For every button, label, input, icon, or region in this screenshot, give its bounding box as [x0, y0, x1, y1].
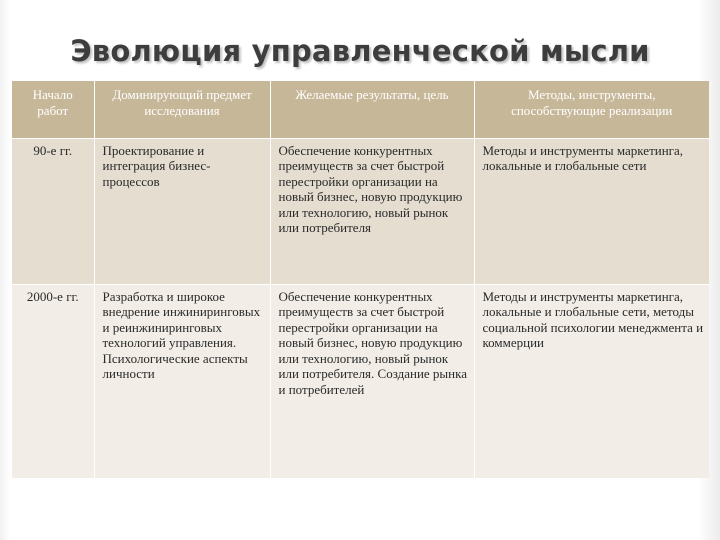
table-header-row	[12, 81, 709, 138]
cell-goal: Обеспечение конкурентных преимуществ за счет быстрой перестройки организации на новый бизнес, новую продукцию или технологию, новый рынок или потребителя. Создание рынка и потребителей	[270, 284, 474, 478]
cell-methods: Методы и инструменты маркетинга, локальные и глобальные сети, методы социальной психологии менеджмента и коммерции	[474, 284, 709, 478]
cell-period: 90-е гг.	[12, 138, 94, 284]
table-row	[12, 284, 709, 478]
evolution-table	[12, 81, 709, 478]
header-start-period: Начало работ	[12, 81, 94, 138]
slide-left-edge	[0, 0, 10, 540]
cell-goal: Обеспечение конкурентных преимуществ за счет быстрой перестройки организации на новый бизнес, новую продукцию или технологию, новый рынок или потребителя	[270, 138, 474, 284]
header-methods: Методы, инструменты, способствующие реализации	[474, 81, 709, 138]
table-row	[12, 138, 709, 284]
cell-subject: Проектирование и интеграция бизнес-процессов	[94, 138, 270, 284]
cell-methods: Методы и инструменты маркетинга, локальные и глобальные сети	[474, 138, 709, 284]
cell-subject: Разработка и широкое внедрение инжиниринговых и реинжиниринговых технологий управления. Психологические аспекты личности	[94, 284, 270, 478]
header-research-subject: Доминирующий предмет исследования	[94, 81, 270, 138]
header-desired-results: Желаемые результаты, цель	[270, 81, 474, 138]
slide-title: Эволюция управленческой мысли	[70, 34, 650, 68]
cell-period: 2000-е гг.	[12, 284, 94, 478]
